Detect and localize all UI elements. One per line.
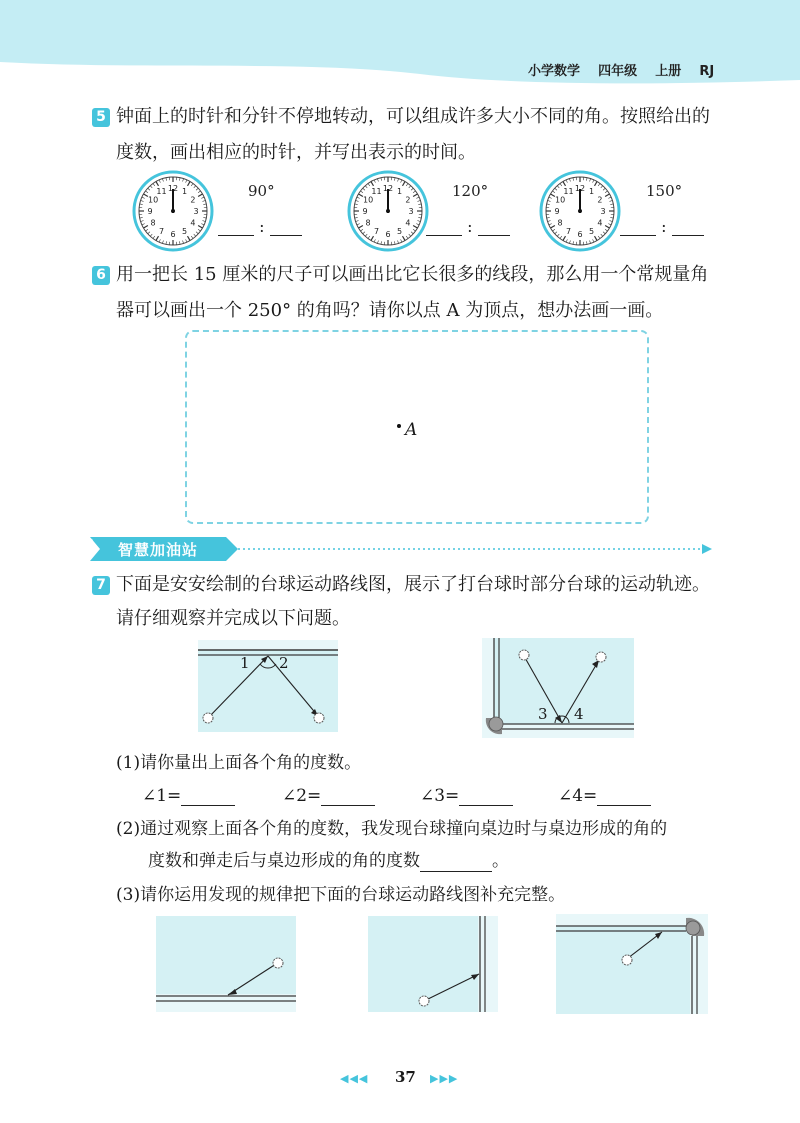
q7-text-line2: 请仔细观察并完成以下问题。 [116, 608, 350, 629]
time-colon: : [259, 217, 265, 236]
header-grade: 四年级 [598, 64, 638, 79]
clock-number: 4 [190, 218, 196, 228]
q7-part2-line2-wrap [148, 850, 509, 872]
angle-2-label: 2 [279, 654, 289, 672]
angle-1-label: 1 [240, 654, 250, 672]
header-subject: 小学数学 [528, 64, 581, 79]
clock-number: 2 [597, 195, 603, 205]
clock-1 [132, 170, 214, 252]
q7-part2-end: 。 [492, 851, 509, 871]
clock-number: 2 [190, 195, 196, 205]
angle-2-answer[interactable] [282, 786, 375, 806]
clock-number: 11 [563, 187, 574, 197]
angle-4-answer[interactable] [558, 786, 651, 806]
clock-number: 3 [193, 207, 199, 216]
clock-number: 6 [385, 230, 391, 239]
q7-text-line1: 下面是安安绘制的台球运动路线图，展示了打台球时部分台球的运动轨迹。 [116, 574, 710, 595]
clock-3-time-answer[interactable] [620, 217, 704, 236]
clock-number: 9 [147, 207, 153, 216]
billiard-diagram-2 [482, 638, 634, 738]
clock-number: 11 [371, 187, 382, 197]
clock-number: 7 [565, 226, 572, 236]
header-edition: RJ [699, 64, 715, 79]
angle-2-prefix: ∠2= [282, 786, 322, 806]
clock-number: 12 [167, 184, 179, 193]
q7-part1: (1)请你量出上面各个角的度数。 [116, 753, 362, 773]
clock-number: 3 [408, 207, 414, 216]
q6-number: 6 [92, 266, 110, 285]
clock-center [386, 209, 390, 213]
angle-4-prefix: ∠4= [558, 786, 598, 806]
billiard-diagram-1 [198, 640, 338, 732]
part2-answer-blank[interactable] [420, 855, 492, 872]
clock-number: 11 [156, 187, 167, 197]
angle-3-prefix: ∠3= [420, 786, 460, 806]
q6-text-line2: 器可以画出一个 250° 的角吗？请你以点 A 为顶点，想办法画一画。 [116, 300, 664, 321]
billiard-exercise-2[interactable] [368, 916, 498, 1012]
angle-4-label: 4 [574, 705, 584, 723]
clock-number: 7 [373, 226, 380, 236]
clock-1-degree: 90° [248, 182, 275, 200]
clock-2 [347, 170, 429, 252]
billiard-exercise-1[interactable] [156, 916, 296, 1012]
angle-1-prefix: ∠1= [142, 786, 182, 806]
page-number: 37 [395, 1068, 416, 1086]
clock-2-degree: 120° [452, 182, 489, 200]
clock-number: 5 [181, 226, 188, 236]
point-a-label: A [405, 420, 418, 440]
q7-part2-line1: (2)通过观察上面各个角的度数，我发现台球撞向桌边时与桌边形成的角的 [116, 819, 668, 839]
clock-number: 8 [365, 218, 371, 228]
clock-number: 12 [574, 184, 586, 193]
clock-number: 1 [181, 187, 188, 197]
clock-3 [539, 170, 621, 252]
clock-number: 3 [600, 207, 606, 216]
q7-number: 7 [92, 576, 110, 595]
clock-face [132, 170, 214, 252]
q5-number: 5 [92, 108, 110, 127]
clock-number: 1 [588, 187, 595, 197]
q7-part2-line2: 度数和弹走后与桌边形成的角的度数 [148, 851, 420, 871]
clock-number: 8 [150, 218, 156, 228]
clock-number: 4 [597, 218, 603, 228]
clock-face [539, 170, 621, 252]
clock-number: 12 [382, 184, 394, 193]
point-a-dot [397, 424, 401, 428]
footer-right-arrows: ▶▶▶ [430, 1072, 459, 1085]
time-colon: : [661, 217, 667, 236]
clock-center [578, 209, 582, 213]
angle-1-answer[interactable] [142, 786, 235, 806]
clock-face [347, 170, 429, 252]
header-volume: 上册 [655, 64, 682, 79]
clock-number: 10 [554, 195, 566, 205]
clock-number: 9 [362, 207, 368, 216]
q5-text-line1: 钟面上的时针和分针不停地转动，可以组成许多大小不同的角。按照给出的 [116, 106, 710, 127]
billiard-exercise-3[interactable] [556, 914, 708, 1014]
clock-number: 2 [405, 195, 411, 205]
clock-number: 5 [396, 226, 403, 236]
angle-3-label: 3 [538, 705, 548, 723]
clock-number: 1 [396, 187, 403, 197]
clock-1-time-answer[interactable] [218, 217, 302, 236]
clock-number: 7 [158, 226, 165, 236]
time-colon: : [467, 217, 473, 236]
clock-number: 8 [557, 218, 563, 228]
q7-part3: (3)请你运用发现的规律把下面的台球运动路线图补充完整。 [116, 885, 566, 905]
clock-number: 4 [405, 218, 411, 228]
q6-text-line1: 用一把长 15 厘米的尺子可以画出比它长很多的线段，那么用一个常规量角 [116, 264, 709, 285]
angle-3-answer[interactable] [420, 786, 513, 806]
q5-text-line2: 度数，画出相应的时针，并写出表示的时间。 [116, 142, 476, 163]
clock-number: 10 [362, 195, 374, 205]
section-title: 智慧加油站 [118, 541, 199, 559]
footer-left-arrows: ◀◀◀ [340, 1072, 369, 1085]
header-info [528, 60, 714, 79]
clock-number: 6 [577, 230, 583, 239]
clock-number: 6 [170, 230, 176, 239]
clock-number: 9 [554, 207, 560, 216]
clock-number: 5 [588, 226, 595, 236]
clock-number: 10 [147, 195, 159, 205]
clock-3-degree: 150° [646, 182, 683, 200]
clock-2-time-answer[interactable] [426, 217, 510, 236]
clock-center [171, 209, 175, 213]
